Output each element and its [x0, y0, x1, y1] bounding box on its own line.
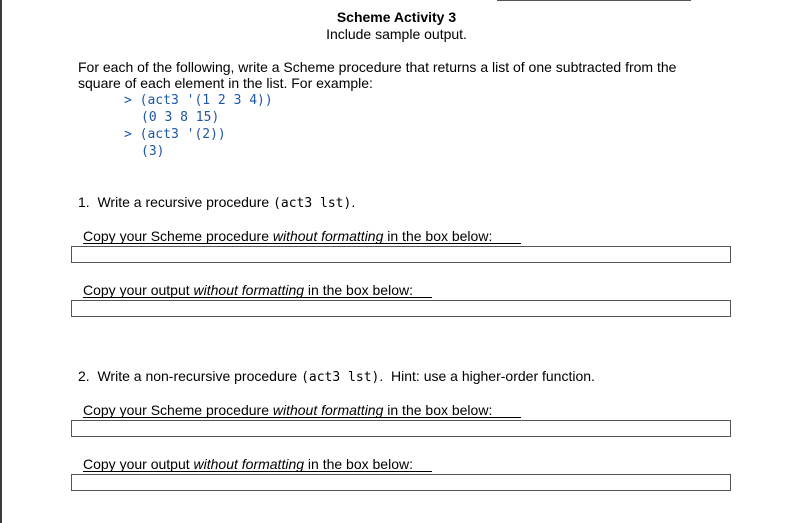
instructions-line-2: square of each element in the list. For example: — [78, 75, 373, 91]
question-1-number: 1. — [78, 194, 90, 210]
question-2-output-underline — [83, 471, 432, 472]
instructions-line-1: For each of the following, write a Scheme procedure that returns a list of one subtracted from the — [78, 59, 677, 75]
question-2-output-box[interactable] — [71, 474, 731, 491]
question-2-text: Write a non-recursive procedure — [97, 368, 302, 384]
document-title: Scheme Activity 3 — [336, 9, 457, 25]
question-2-number: 2. — [78, 368, 90, 384]
example-1-prompt: > (act3 '(1 2 3 4)) — [124, 93, 273, 108]
question-2-output-prompt: Copy your output without formatting in the box below: — [83, 456, 413, 472]
page-left-edge — [0, 0, 2, 523]
question-2-code: (act3 lst) — [301, 370, 380, 385]
question-1-procedure-prompt: Copy your Scheme procedure without formatting in the box below: — [83, 228, 493, 244]
example-2-output: (3) — [141, 144, 165, 159]
question-1-procedure-underline — [83, 243, 521, 244]
header-rule — [497, 0, 691, 1]
question-1-text-after: . — [351, 194, 356, 210]
example-1-output: (0 3 8 15) — [141, 110, 220, 125]
example-2-prompt: > (act3 '(2)) — [124, 127, 226, 142]
question-1-output-prompt: Copy your output without formatting in the box below: — [83, 282, 413, 298]
question-1 — [78, 194, 355, 211]
question-1-code: (act3 lst) — [273, 196, 352, 211]
question-1-procedure-box[interactable] — [71, 246, 731, 263]
document-subtitle: Include sample output. — [326, 26, 467, 42]
question-1-output-underline — [83, 297, 432, 298]
instructions-paragraph — [78, 59, 718, 91]
question-1-text: Write a recursive procedure — [97, 194, 274, 210]
question-1-output-box[interactable] — [71, 300, 731, 317]
question-2-text-after: . Hint: use a higher-order function. — [379, 368, 595, 384]
question-2-procedure-prompt: Copy your Scheme procedure without formatting in the box below: — [83, 402, 493, 418]
question-2 — [78, 368, 595, 385]
question-2-procedure-underline — [83, 417, 521, 418]
question-2-procedure-box[interactable] — [71, 420, 731, 437]
